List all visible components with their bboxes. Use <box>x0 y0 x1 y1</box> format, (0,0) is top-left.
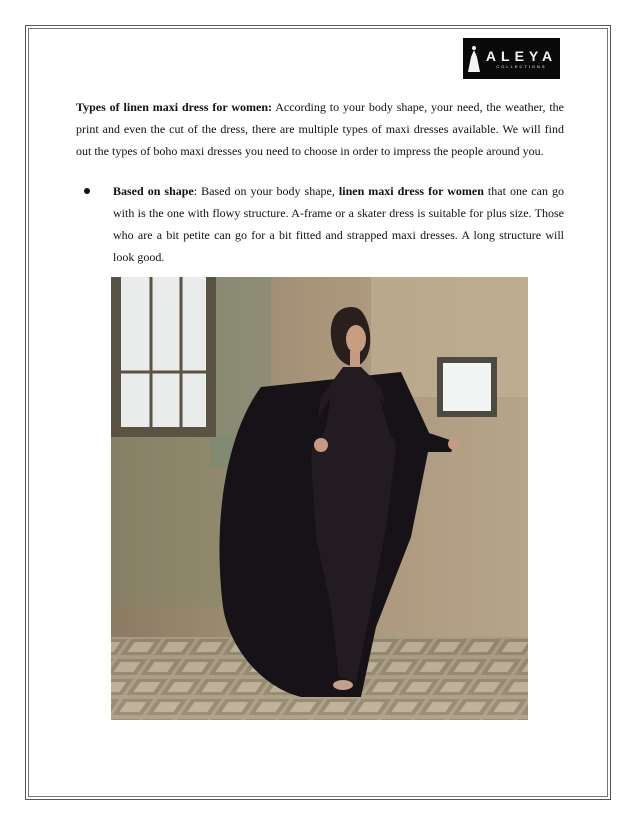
bullet-heading: Based on shape <box>113 184 194 198</box>
bullet-text-after: that one can go with is the one with flowy structure. A-frame or a skater dress is suitable for plus size. Those who are a bit petite can go for a bit fitted and strapped maxi dresses. A long structure will look good. <box>113 184 564 264</box>
intro-heading: Types of linen maxi dress for women: <box>76 100 272 114</box>
intro-paragraph <box>76 96 564 162</box>
dress-silhouette-icon <box>466 45 482 73</box>
bullet-link-text[interactable]: linen maxi dress for women <box>338 184 484 198</box>
logo-subtitle: COLLECTIONS <box>496 63 547 69</box>
bullet-text-before: : Based on your body shape, <box>193 184 339 198</box>
dress-photo <box>111 277 528 720</box>
bullet-list <box>76 180 564 268</box>
logo-name: ALEYA <box>485 47 558 64</box>
list-item <box>76 180 564 268</box>
intro-text: According to your body shape, your need, the weather, the print and even the cut of the dress, there are multiple types of maxi dresses available. We will find out the types of boho maxi dresses you need to choose in order to impress the people around you. <box>76 100 564 158</box>
bullet-icon <box>84 188 90 194</box>
brand-logo <box>463 38 560 79</box>
